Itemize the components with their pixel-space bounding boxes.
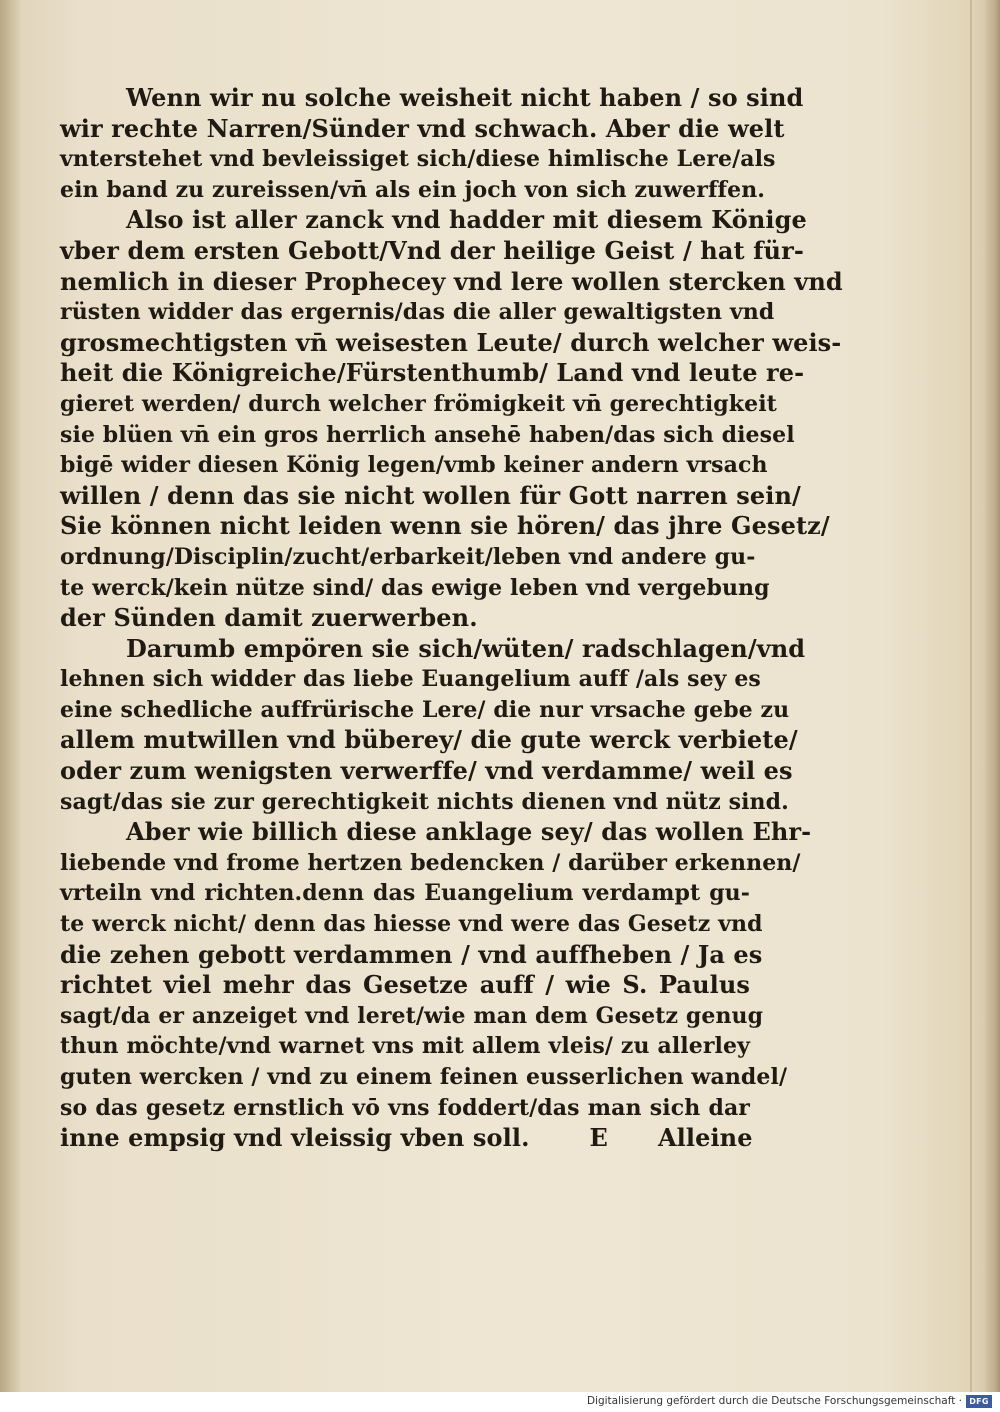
text-line: wir rechte Narren/Sünder vnd schwach. Aber die welt [60, 113, 785, 143]
funding-notice: Digitalisierung gefördert durch die Deutsche Forschungsgemeinschaft · [586, 1395, 962, 1407]
dfg-logo: DFG [966, 1395, 992, 1408]
text-line: willen / denn das sie nicht wollen für Gott narren sein/ [60, 480, 801, 510]
text-line: lehnen sich widder das liebe Euangelium auff /als sey es [60, 666, 761, 693]
text-line: Also ist aller zanck vnd hadder mit diesem Könige [126, 205, 807, 235]
text-line: vrteiln vnd richten.denn das Euangelium verdampt gu- [60, 880, 750, 907]
text-line: vber dem ersten Gebott/Vnd der heilige Geist / hat für- [60, 235, 804, 265]
text-line: te werck/kein nütze sind/ das ewige leben vnd vergebung [60, 574, 770, 601]
text-line: ein band zu zureissen/vn̄ als ein joch von sich zuwerffen. [60, 176, 766, 203]
text-line: Sie können nicht leiden wenn sie hören/ das jhre Gesetz/ [60, 511, 830, 541]
text-line: bigē wider diesen König legen/vmb keiner andern vrsach [60, 452, 768, 479]
text-line: sagt/da er anzeiget vnd leret/wie man dem Gesetz genug [60, 1002, 764, 1029]
text-line: te werck nicht/ denn das hiesse vnd were das Gesetz vnd [60, 911, 763, 938]
footer-bar [0, 1392, 1000, 1412]
text-line: grosmechtigsten vn̄ weisesten Leute/ durch welcher weis- [60, 327, 842, 357]
page-edge-line [970, 0, 972, 1392]
signature-mark: E [589, 1123, 608, 1153]
text-line: heit die Königreiche/Fürstenthumb/ Land vnd leute re- [60, 358, 805, 388]
text-line: vnterstehet vnd bevleissiget sich/diese himlische Lere/als [60, 146, 776, 173]
text-line: guten wercken / vnd zu einem feinen eusserlichen wandel/ [60, 1064, 788, 1090]
text-line: sie blüen vn̄ ein gros herrlich ansehē haben/das sich diesel [60, 421, 795, 448]
signature-line [60, 1123, 753, 1154]
text-line: ordnung/Disciplin/zucht/erbarkeit/leben vnd andere gu- [60, 543, 756, 570]
text-line: sagt/das sie zur gerechtigkeit nichts dienen vnd nütz sind. [60, 788, 789, 815]
text-line: Darumb empören sie sich/wüten/ radschlagen/vnd [126, 633, 806, 663]
text-line: inne empsig vnd vleissig vben soll. [60, 1123, 530, 1153]
text-line: so das gesetz ernstlich vō vns foddert/das man sich dar [60, 1094, 750, 1121]
text-line: allem mutwillen vnd büberey/ die gute werck verbiete/ [60, 725, 798, 755]
text-line: die zehen gebott verdammen / vnd auffheben / Ja es [60, 939, 763, 969]
binding-shadow [0, 0, 22, 1392]
text-line: richtet viel mehr das Gesetze auff / wie S. Paulus [60, 970, 750, 1000]
text-line: gieret werden/ durch welcher frömigkeit vn̄ gerechtigkeit [60, 390, 777, 417]
text-line: Aber wie billich diese anklage sey/ das wollen Ehr- [126, 817, 812, 847]
text-line: eine schedliche auffrürische Lere/ die nur vrsache gebe zu [60, 696, 790, 723]
text-line: liebende vnd frome hertzen bedencken / darüber erkennen/ [60, 849, 801, 876]
text-line: der Sünden damit zuerwerben. [60, 603, 478, 633]
page-edge [984, 0, 1000, 1392]
catchword: Alleine [657, 1123, 753, 1153]
text-line: nemlich in dieser Prophecey vnd lere wollen stercken vnd [60, 266, 843, 296]
text-line: oder zum wenigsten verwerffe/ vnd verdamme/ weil es [60, 756, 793, 786]
text-line: rüsten widder das ergernis/das die aller gewaltigsten vnd [60, 299, 775, 326]
text-line: Wenn wir nu solche weisheit nicht haben / so sind [126, 83, 804, 112]
text-line: thun möchte/vnd warnet vns mit allem vleis/ zu allerley [60, 1033, 750, 1060]
text-block [60, 83, 843, 1154]
